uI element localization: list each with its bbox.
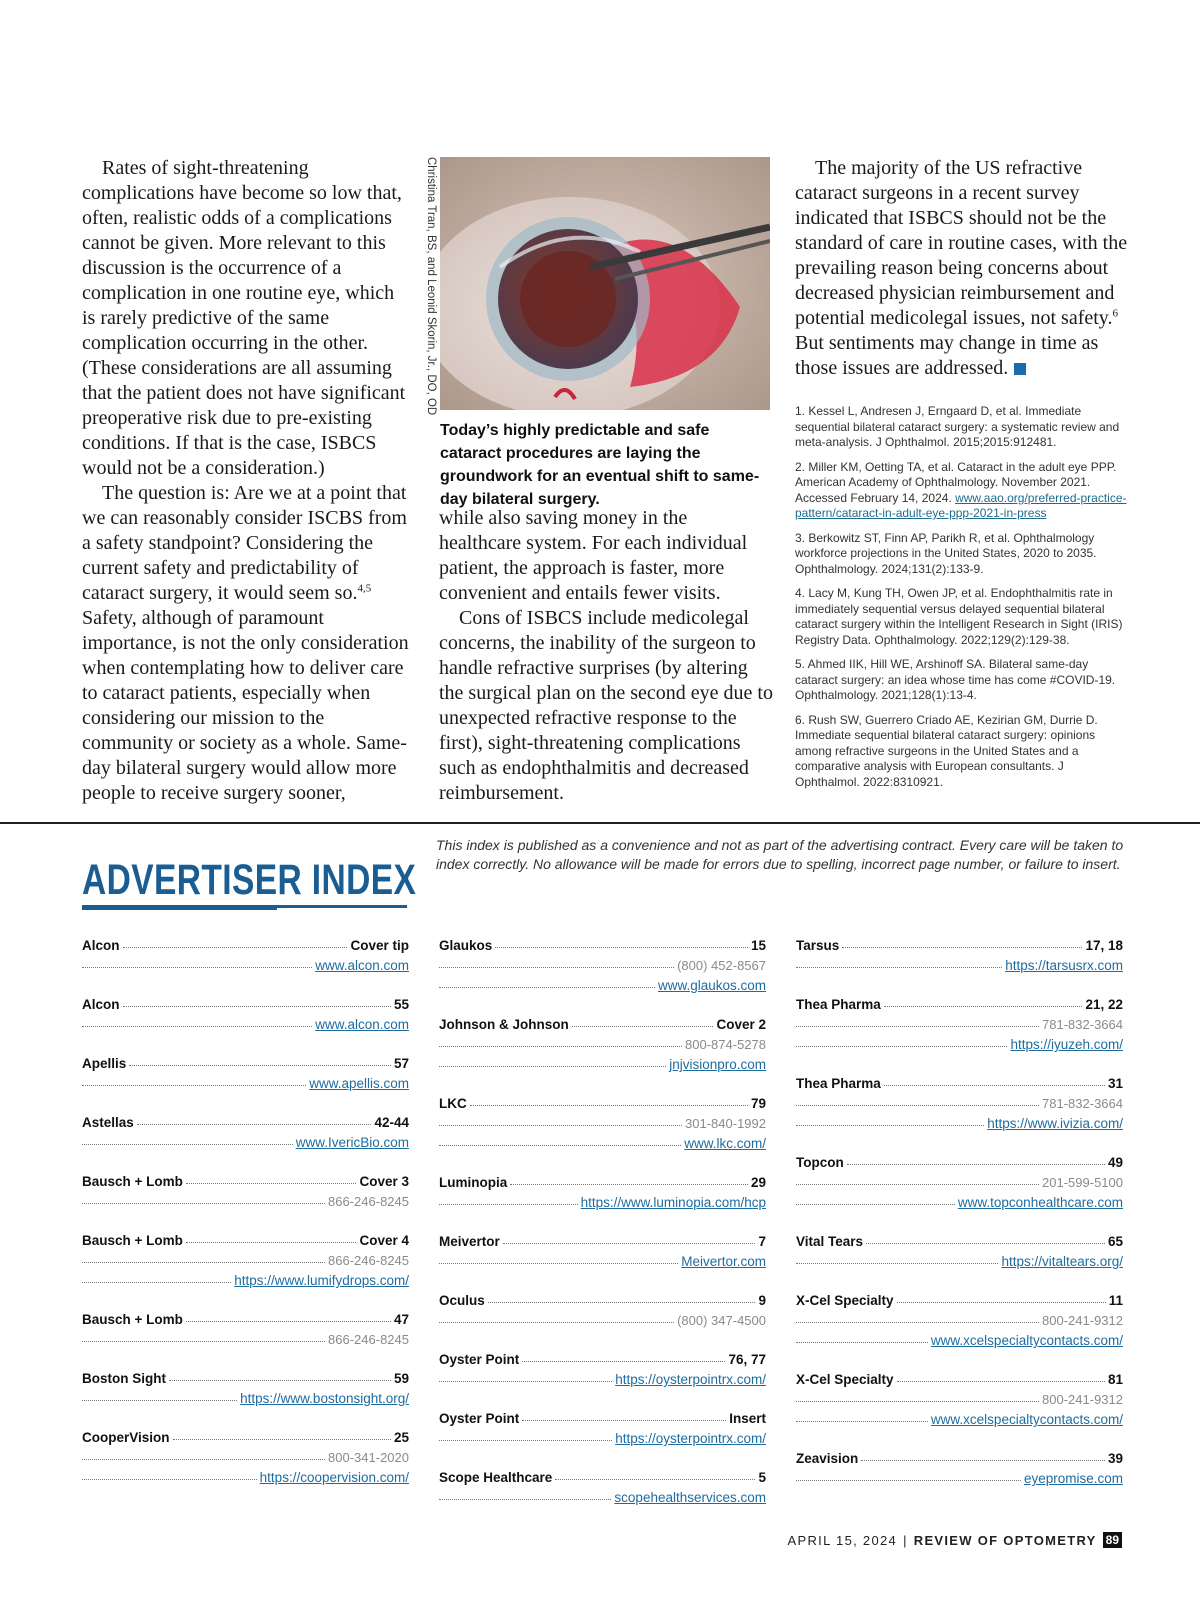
title-underline-accent — [82, 905, 277, 910]
dot-leader — [842, 947, 1082, 948]
advertiser-phone: 800-241-9312 — [1042, 1392, 1123, 1407]
advertiser-url-link[interactable]: www.apellis.com — [309, 1076, 409, 1091]
article-column-3 — [795, 156, 1130, 381]
advertiser-entry — [439, 1288, 766, 1328]
advertiser-phone-line — [82, 1189, 409, 1209]
advertiser-entry — [439, 1091, 766, 1151]
figure-caption: Today’s highly predictable and safe cataract procedures are laying the groundwork for an eventual shift to same-day bilateral surgery. — [440, 422, 760, 508]
dot-leader — [796, 1322, 1039, 1323]
advertiser-entry — [439, 1465, 766, 1505]
advertiser-name: Boston Sight — [82, 1371, 166, 1386]
advertiser-page: 79 — [750, 1096, 766, 1111]
advertiser-entry — [796, 992, 1123, 1052]
dot-leader — [129, 1065, 391, 1066]
advertiser-name-line — [439, 1012, 766, 1032]
advertiser-name: Zeavision — [796, 1451, 859, 1466]
advertiser-name-line — [796, 1071, 1123, 1091]
dot-leader — [82, 1144, 293, 1145]
advertiser-url-line — [796, 1328, 1123, 1348]
advertiser-page: 49 — [1107, 1155, 1123, 1170]
advertiser-entry — [82, 1366, 409, 1406]
dot-leader — [796, 1401, 1039, 1402]
dot-leader — [439, 1046, 682, 1047]
dot-leader — [123, 1006, 391, 1007]
advertiser-entry — [82, 1228, 409, 1288]
reference-item: 5. Ahmed IIK, Hill WE, Arshinoff SA. Bilateral same-day cataract surgery: an idea whose time has come #COVID-19. Ophthalmology. 2021;128(1):13-4. — [795, 657, 1116, 702]
advertiser-page: 17, 18 — [1085, 938, 1123, 953]
advertiser-name-line — [82, 933, 409, 953]
dot-leader — [796, 1204, 955, 1205]
advertiser-name-line — [82, 992, 409, 1012]
dot-leader — [796, 1046, 1007, 1047]
advertiser-page: Insert — [729, 1411, 766, 1426]
advertiser-url-link[interactable]: jnjvisionpro.com — [669, 1057, 766, 1072]
advertiser-phone-line — [82, 1445, 409, 1465]
advertiser-phone: (800) 347-4500 — [677, 1313, 766, 1328]
dot-leader — [847, 1164, 1105, 1165]
advertiser-name: X-Cel Specialty — [796, 1372, 894, 1387]
dot-leader — [82, 1262, 325, 1263]
footer-separator: | — [903, 1532, 908, 1548]
advertiser-phone-line — [82, 1327, 409, 1347]
advertiser-name: Bausch + Lomb — [82, 1174, 183, 1189]
dot-leader — [861, 1460, 1105, 1461]
advertiser-name-line — [439, 1347, 766, 1367]
dot-leader — [82, 967, 312, 968]
advertiser-column-1 — [82, 933, 409, 1504]
advertiser-name-line — [82, 1366, 409, 1386]
dot-leader — [796, 1026, 1039, 1027]
advertiser-name-line — [82, 1051, 409, 1071]
advertiser-name: Apellis — [82, 1056, 127, 1071]
advertiser-page: 76, 77 — [728, 1352, 766, 1367]
dot-leader — [439, 1125, 682, 1126]
advertiser-index-title: ADVERTISER INDEX — [82, 856, 417, 904]
advertiser-name-line — [82, 1110, 409, 1130]
advertiser-url-link[interactable]: www.xcelspecialtycontacts.com/ — [930, 1412, 1123, 1427]
advertiser-page: 57 — [393, 1056, 409, 1071]
advertiser-name-line — [439, 1465, 766, 1485]
advertiser-page: 5 — [758, 1470, 766, 1485]
article-column-1 — [82, 156, 412, 806]
advertiser-url-link[interactable]: https://www.ivizia.com/ — [987, 1116, 1123, 1131]
dot-leader — [470, 1105, 748, 1106]
advertiser-name-line — [439, 1288, 766, 1308]
eye-surgery-image — [440, 157, 770, 410]
advertiser-entry — [796, 1367, 1123, 1427]
advertiser-name: Oyster Point — [439, 1411, 520, 1426]
advertiser-name: Meivertor — [439, 1234, 500, 1249]
advertiser-url-link[interactable]: www.IvericBio.com — [295, 1135, 409, 1150]
advertiser-page: 39 — [1107, 1451, 1123, 1466]
advertiser-name: Bausch + Lomb — [82, 1233, 183, 1248]
dot-leader — [169, 1380, 391, 1381]
advertiser-url-link[interactable]: https://iyuzeh.com/ — [1010, 1037, 1123, 1052]
advertiser-phone-line — [82, 1248, 409, 1268]
dot-leader — [503, 1243, 756, 1244]
advertiser-name: Alcon — [82, 938, 120, 953]
advertiser-page: 21, 22 — [1085, 997, 1123, 1012]
advertiser-name-line — [796, 1288, 1123, 1308]
advertiser-page: 47 — [393, 1312, 409, 1327]
advertiser-name-line — [439, 1406, 766, 1426]
dot-leader — [82, 1341, 325, 1342]
advertiser-url-line — [82, 953, 409, 973]
dot-leader — [82, 1459, 325, 1460]
dot-leader — [488, 1302, 756, 1303]
advertiser-phone: 800-241-9312 — [1042, 1313, 1123, 1328]
advertiser-entry — [796, 1150, 1123, 1210]
page-footer — [788, 1532, 1122, 1548]
dot-leader — [439, 1145, 681, 1146]
advertiser-page: Cover 3 — [359, 1174, 409, 1189]
advertiser-name: CooperVision — [82, 1430, 170, 1445]
dot-leader — [796, 1105, 1039, 1106]
advertiser-url-link[interactable]: https://www.luminopia.com/hcp — [580, 1195, 766, 1210]
dot-leader — [439, 1263, 678, 1264]
advertiser-name: Glaukos — [439, 938, 493, 953]
advertiser-name-line — [439, 1229, 766, 1249]
advertiser-name: Scope Healthcare — [439, 1470, 553, 1485]
advertiser-url-line — [82, 1268, 409, 1288]
dot-leader — [796, 1184, 1039, 1185]
advertiser-url-line — [82, 1465, 409, 1485]
advertiser-name: X-Cel Specialty — [796, 1293, 894, 1308]
advertiser-entry — [82, 1425, 409, 1485]
end-mark-icon — [1014, 363, 1026, 375]
advertiser-phone-line — [796, 1170, 1123, 1190]
dot-leader — [439, 1440, 612, 1441]
advertiser-name-line — [796, 1150, 1123, 1170]
dot-leader — [439, 1204, 578, 1205]
advertiser-name: Topcon — [796, 1155, 844, 1170]
advertiser-name: Vital Tears — [796, 1234, 864, 1249]
advertiser-url-line — [439, 1190, 766, 1210]
advertiser-name: Astellas — [82, 1115, 134, 1130]
advertiser-name-line — [439, 1170, 766, 1190]
advertiser-entry — [796, 1071, 1123, 1131]
advertiser-page: 15 — [750, 938, 766, 953]
dot-leader — [186, 1321, 391, 1322]
advertiser-url-link[interactable]: https://oysterpointrx.com/ — [615, 1431, 766, 1446]
advertiser-phone: 800-874-5278 — [685, 1037, 766, 1052]
advertiser-name: LKC — [439, 1096, 467, 1111]
advertiser-name: Luminopia — [439, 1175, 508, 1190]
advertiser-url-link[interactable]: Meivertor.com — [681, 1254, 766, 1269]
advertiser-name-line — [796, 1229, 1123, 1249]
advertiser-entry — [796, 1229, 1123, 1269]
dot-leader — [123, 947, 348, 948]
advertiser-url-line — [439, 1052, 766, 1072]
dot-leader — [884, 1006, 1083, 1007]
advertiser-url-link[interactable]: https://oysterpointrx.com/ — [615, 1372, 766, 1387]
dot-leader — [866, 1243, 1105, 1244]
advertiser-entry — [82, 992, 409, 1032]
dot-leader — [796, 1480, 1021, 1481]
advertiser-url-link[interactable]: eyepromise.com — [1023, 1471, 1123, 1486]
advertiser-name-line — [82, 1425, 409, 1445]
advertiser-name-line — [796, 992, 1123, 1012]
dot-leader — [796, 1421, 928, 1422]
article-paragraph: The question is: Are we at a point that we can reasonably consider ISCBS from a safety standpoint? Considering the current safety and predictability of cataract surgery, it would seem so.$^{4,5}$ Safety, although of paramount importance, is not the only consideration when contemplating how to deliver care to cataract patients, especially when considering our mission to the community or society as a whole. Same-day bilateral surgery would allow more people to receive surgery sooner, — [82, 482, 409, 804]
advertiser-name-line — [82, 1228, 409, 1248]
dot-leader — [884, 1085, 1105, 1086]
page-number: 89 — [1103, 1532, 1122, 1548]
dot-leader — [510, 1184, 748, 1185]
advertiser-page: Cover tip — [350, 938, 409, 953]
dot-leader — [439, 1066, 666, 1067]
dot-leader — [796, 1263, 998, 1264]
advertiser-page: 11 — [1108, 1293, 1123, 1308]
advertiser-entry — [439, 1229, 766, 1269]
dot-leader — [82, 1400, 237, 1401]
advertiser-entry — [82, 1051, 409, 1091]
advertiser-name-line — [796, 1367, 1123, 1387]
advertiser-name-line — [796, 933, 1123, 953]
references-list — [795, 404, 1130, 799]
advertiser-name: Oculus — [439, 1293, 485, 1308]
dot-leader — [555, 1479, 755, 1480]
advertiser-entry — [82, 1110, 409, 1150]
advertiser-page: 31 — [1107, 1076, 1123, 1091]
advertiser-url-link[interactable]: https://tarsusrx.com — [1005, 958, 1123, 973]
advertiser-url-line — [439, 1249, 766, 1269]
advertiser-name: Tarsus — [796, 938, 840, 953]
advertiser-name: Bausch + Lomb — [82, 1312, 183, 1327]
dot-leader — [82, 1026, 312, 1027]
advertiser-url-line — [439, 1426, 766, 1446]
advertiser-url-link[interactable]: www.xcelspecialtycontacts.com/ — [930, 1333, 1123, 1348]
reference-item: 1. Kessel L, Andresen J, Erngaard D, et al. Immediate sequential bilateral cataract surgery: a systematic review and meta-analysis. J Ophthalmol. 2015;2015:912481. — [795, 404, 1120, 449]
advertiser-url-line — [82, 1012, 409, 1032]
dot-leader — [186, 1183, 357, 1184]
dot-leader — [137, 1124, 372, 1125]
dot-leader — [796, 1342, 928, 1343]
advertiser-url-link[interactable]: www.alcon.com — [315, 958, 409, 973]
advertiser-url-line — [796, 1032, 1123, 1052]
advertiser-entry — [439, 1406, 766, 1446]
dot-leader — [522, 1361, 725, 1362]
advertiser-name: Oyster Point — [439, 1352, 520, 1367]
advertiser-entry — [439, 933, 766, 993]
photo-credit: Christina Tran, BS, and Leonid Skorin, Jr., DO, OD — [425, 157, 437, 416]
advertiser-url-link[interactable]: scopehealthservices.com — [614, 1490, 766, 1505]
advertiser-page: Cover 2 — [716, 1017, 766, 1032]
publication-name: REVIEW OF OPTOMETRY — [913, 1532, 1097, 1548]
article-column-2 — [439, 506, 773, 806]
advertiser-phone: 301-840-1992 — [685, 1116, 766, 1131]
dot-leader — [439, 1381, 612, 1382]
advertiser-url-link[interactable]: www.alcon.com — [315, 1017, 409, 1032]
advertiser-phone: (800) 452-8567 — [677, 958, 766, 973]
reference-item: 6. Rush SW, Guerrero Criado AE, Kezirian GM, Durrie D. Immediate sequential bilateral cataract surgery: opinions among refractive surgeons in the United States and a comparative analysis with European consultants. J Ophthalmol. 2022:8310921. — [795, 712, 1098, 789]
advertiser-name-line — [796, 1446, 1123, 1466]
advertiser-page: 29 — [750, 1175, 766, 1190]
advertiser-name: Thea Pharma — [796, 1076, 881, 1091]
advertiser-url-line — [439, 1131, 766, 1151]
advertiser-column-3 — [796, 933, 1123, 1505]
advertiser-entry — [82, 933, 409, 973]
advertiser-phone: 866-246-8245 — [328, 1253, 409, 1268]
dot-leader — [82, 1203, 325, 1204]
advertiser-phone-line — [796, 1308, 1123, 1328]
advertiser-url-line — [796, 1407, 1123, 1427]
advertiser-page: Cover 4 — [359, 1233, 409, 1248]
advertiser-url-link[interactable]: www.lkc.com/ — [684, 1136, 766, 1151]
advertiser-phone: 781-832-3664 — [1042, 1096, 1123, 1111]
advertiser-entry — [796, 933, 1123, 973]
advertiser-page: 59 — [393, 1371, 409, 1386]
advertiser-phone-line — [439, 1032, 766, 1052]
advertiser-entry — [796, 1446, 1123, 1486]
article-paragraph: The majority of the US refractive cataract surgeons in a recent survey indicated that ISBCS should not be the standard of care in routine cases, with the prevailing reason being concerns about decreased physician reimbursement and potential medicolegal issues, not safety.$^6$ But sentiments may change in time as those issues are addressed. — [795, 157, 1128, 379]
advertiser-phone-line — [796, 1091, 1123, 1111]
advertiser-url-line — [82, 1071, 409, 1091]
dot-leader — [572, 1026, 714, 1027]
dot-leader — [439, 967, 674, 968]
advertiser-name: Johnson & Johnson — [439, 1017, 569, 1032]
advertiser-url-line — [796, 1190, 1123, 1210]
advertiser-page: 25 — [393, 1430, 409, 1445]
advertiser-name: Thea Pharma — [796, 997, 881, 1012]
advertiser-phone-line — [796, 1012, 1123, 1032]
advertiser-index-note: This index is published as a convenience and not as part of the advertising contract. Every care will be taken to index correctly. No allowance will be made for errors due to spelling, incorrect page number, or failure to insert. — [436, 837, 1124, 872]
advertiser-phone: 201-599-5100 — [1042, 1175, 1123, 1190]
advertiser-phone: 866-246-8245 — [328, 1194, 409, 1209]
advertiser-entry — [796, 1288, 1123, 1348]
advertiser-url-link[interactable]: https://vitaltears.org/ — [1001, 1254, 1123, 1269]
advertiser-url-link[interactable]: https://coopervision.com/ — [259, 1470, 409, 1485]
dot-leader — [495, 947, 748, 948]
advertiser-url-link[interactable]: www.glaukos.com — [657, 978, 766, 993]
advertiser-url-line — [439, 1367, 766, 1387]
advertiser-url-line — [439, 1485, 766, 1505]
advertiser-page: 65 — [1107, 1234, 1123, 1249]
advertiser-name-line — [439, 1091, 766, 1111]
advertiser-phone: 781-832-3664 — [1042, 1017, 1123, 1032]
advertiser-url-line — [82, 1386, 409, 1406]
advertiser-entry — [439, 1170, 766, 1210]
advertiser-phone-line — [439, 1111, 766, 1131]
advertiser-url-line — [82, 1130, 409, 1150]
advertiser-phone: 800-341-2020 — [328, 1450, 409, 1465]
advertiser-phone-line — [439, 1308, 766, 1328]
dot-leader — [82, 1282, 231, 1283]
advertiser-page: 55 — [393, 997, 409, 1012]
advertiser-url-link[interactable]: https://www.lumifydrops.com/ — [234, 1273, 409, 1288]
dot-leader — [522, 1420, 726, 1421]
advertiser-url-line — [796, 1249, 1123, 1269]
dot-leader — [897, 1302, 1106, 1303]
reference-item: 4. Lacy M, Kung TH, Owen JP, et al. Endophthalmitis rate in immediately sequential versus delayed sequential bilateral cataract surgery within the Intelligent Research in Sight (IRIS) Registry Data. Ophthalmology. 2022;129(2):129-38. — [795, 586, 1123, 647]
article-paragraph: Rates of sight-threatening complications have become so low that, often, realistic odds of a complications cannot be given. More relevant to this discussion is the occurrence of a complication in one routine eye, which is rarely predictive of the same complication occurring in the other. (These considerations are all assuming that the patient does not have significant preoperative risk due to pre-existing conditions. If that is the case, ISBCS would not be a consideration.) — [82, 157, 406, 479]
dot-leader — [796, 1125, 984, 1126]
advertiser-phone-line — [796, 1387, 1123, 1407]
issue-date: APRIL 15, 2024 — [787, 1532, 898, 1548]
advertiser-entry — [82, 1307, 409, 1347]
advertiser-column-2 — [439, 933, 766, 1524]
dot-leader — [439, 1499, 611, 1500]
section-divider — [0, 822, 1200, 824]
dot-leader — [796, 967, 1002, 968]
advertiser-url-link[interactable]: https://www.bostonsight.org/ — [240, 1391, 409, 1406]
reference-item: 2. Miller KM, Oetting TA, et al. Cataract in the adult eye PPP. American Academy of Ophthalmology. November 2021. Accessed February 14, 2024. www.aao.org/preferred-practice-pattern/cataract-in-adult-eye-ppp-2021-in-press — [795, 459, 1127, 520]
advertiser-phone: 866-246-8245 — [328, 1332, 409, 1347]
advertiser-url-line — [796, 953, 1123, 973]
dot-leader — [897, 1381, 1105, 1382]
reference-link[interactable]: www.aao.org/preferred-practice-pattern/cataract-in-adult-eye-ppp-2021-in-press — [795, 490, 1127, 520]
dot-leader — [82, 1085, 306, 1086]
advertiser-url-line — [796, 1111, 1123, 1131]
advertiser-url-line — [439, 973, 766, 993]
advertiser-name-line — [82, 1307, 409, 1327]
dot-leader — [82, 1479, 257, 1480]
advertiser-page: 7 — [758, 1234, 766, 1249]
dot-leader — [439, 987, 655, 988]
advertiser-entry — [82, 1169, 409, 1209]
advertiser-entry — [439, 1347, 766, 1387]
reference-item: 3. Berkowitz ST, Finn AP, Parikh R, et al. Ophthalmology workforce projections in the United States, 2020 to 2035. Ophthalmology. 2024;131(2):133-9. — [795, 530, 1097, 576]
advertiser-name: Alcon — [82, 997, 120, 1012]
advertiser-name-line — [82, 1169, 409, 1189]
dot-leader — [173, 1439, 391, 1440]
advertiser-phone-line — [439, 953, 766, 973]
advertiser-entry — [439, 1012, 766, 1072]
advertiser-url-line — [796, 1466, 1123, 1486]
dot-leader — [439, 1322, 674, 1323]
advertiser-page: 42-44 — [374, 1115, 409, 1130]
article-paragraph: Cons of ISBCS include medicolegal concerns, the inability of the surgeon to handle refractive surprises (by altering the surgical plan on the second eye due to unexpected refractive response to the first), sight-threatening complications such as endophthalmitis and decreased reimbursement. — [439, 607, 773, 804]
advertiser-url-link[interactable]: www.topconhealthcare.com — [957, 1195, 1123, 1210]
article-paragraph: while also saving money in the healthcare system. For each individual patient, the approach is faster, more convenient and entails fewer visits. — [439, 507, 748, 604]
dot-leader — [186, 1242, 357, 1243]
advertiser-name-line — [439, 933, 766, 953]
advertiser-page: 9 — [758, 1293, 766, 1308]
surgery-photo — [440, 157, 770, 410]
advertiser-page: 81 — [1107, 1372, 1123, 1387]
